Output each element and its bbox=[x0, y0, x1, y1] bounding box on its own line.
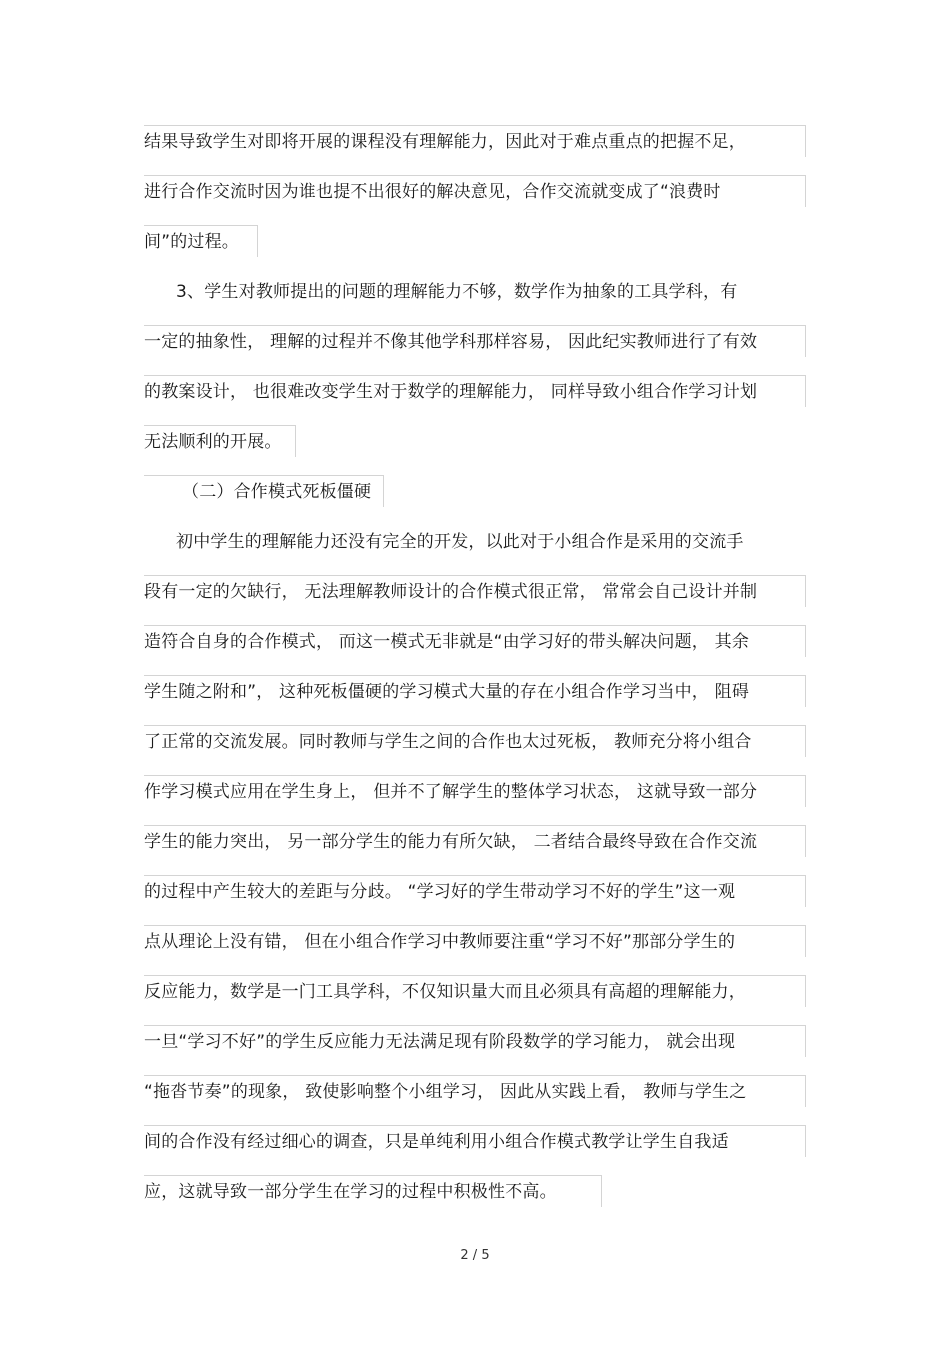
text-line: 应，这就导致一部分学生在学习的过程中积极性不高。 bbox=[144, 1182, 557, 1202]
text-line: 作学习模式应用在学生身上， 但并不了解学生的整体学习状态， 这就导致一部分 bbox=[144, 782, 758, 802]
text-line: 段有一定的欠缺行， 无法理解教师设计的合作模式很正常， 常常会自己设计并制 bbox=[144, 582, 758, 602]
text-line: 进行合作交流时因为谁也提不出很好的解决意见，合作交流就变成了“浪费时 bbox=[144, 182, 721, 202]
text-line: 了正常的交流发展。同时教师与学生之间的合作也太过死板， 教师充分将小组合 bbox=[144, 732, 752, 752]
text-line: 结果导致学生对即将开展的课程没有理解能力，因此对于难点重点的把握不足， bbox=[144, 132, 746, 152]
section-heading: （二）合作模式死板僵硬 bbox=[182, 482, 372, 502]
text-line: 一旦“学习不好”的学生反应能力无法满足现有阶段数学的学习能力， 就会出现 bbox=[144, 1032, 736, 1052]
text-line: 无法顺利的开展。 bbox=[144, 432, 282, 452]
text-line: 一定的抽象性， 理解的过程并不像其他学科那样容易， 因此纪实教师进行了有效 bbox=[144, 332, 758, 352]
text-line: 的过程中产生较大的差距与分歧。 “学习好的学生带动学习不好的学生”这一观 bbox=[144, 882, 736, 902]
text-line: 间的合作没有经过细心的调查，只是单纯利用小组合作模式教学让学生自我适 bbox=[144, 1132, 729, 1152]
text-line: 初中学生的理解能力还没有完全的开发，以此对于小组合作是采用的交流手 bbox=[176, 532, 744, 552]
text-line: 3、学生对教师提出的问题的理解能力不够，数学作为抽象的工具学科，有 bbox=[176, 282, 738, 302]
text-line: 点从理论上没有错， 但在小组合作学习中教师要注重“学习不好”那部分学生的 bbox=[144, 932, 736, 952]
text-line: 的教案设计， 也很难改变学生对于数学的理解能力， 同样导致小组合作学习计划 bbox=[144, 382, 758, 402]
text-line: 间”的过程。 bbox=[144, 232, 240, 252]
text-line: 学生的能力突出， 另一部分学生的能力有所欠缺， 二者结合最终导致在合作交流 bbox=[144, 832, 758, 852]
text-line: 反应能力，数学是一门工具学科，不仅知识量大而且必须具有高超的理解能力， bbox=[144, 982, 746, 1002]
text-line: 造符合自身的合作模式， 而这一模式无非就是“由学习好的带头解决问题， 其余 bbox=[144, 632, 750, 652]
text-line: 学生随之附和”， 这种死板僵硬的学习模式大量的存在小组合作学习当中， 阻碍 bbox=[144, 682, 750, 702]
text-line: “拖沓节奏”的现象， 致使影响整个小组学习， 因此从实践上看， 教师与学生之 bbox=[144, 1082, 747, 1102]
page-number: 2 / 5 bbox=[460, 1248, 490, 1263]
